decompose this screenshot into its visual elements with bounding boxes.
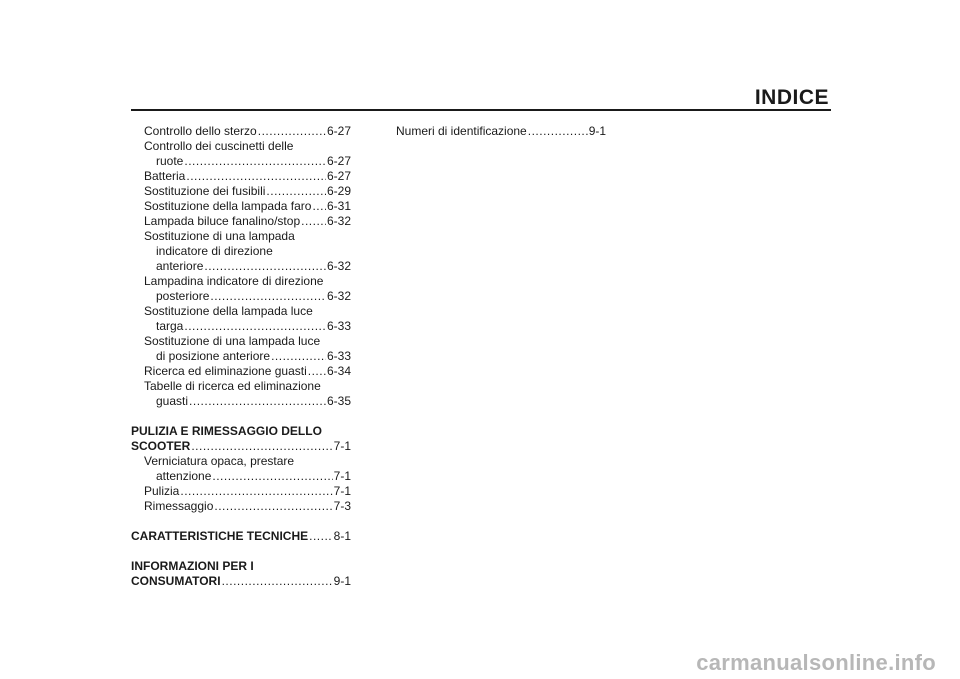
toc-page-number: 6-27 xyxy=(326,124,351,138)
toc-entry[interactable] xyxy=(131,124,351,139)
dot-leader xyxy=(312,199,326,214)
toc-page-number: 6-32 xyxy=(326,214,351,228)
toc-entry[interactable] xyxy=(131,454,351,484)
toc-entry-row xyxy=(144,319,351,334)
dot-leader xyxy=(266,184,326,199)
dot-leader xyxy=(191,439,332,454)
toc-entry-line: SCOOTER xyxy=(131,439,191,453)
dot-leader xyxy=(214,499,332,514)
toc-entry-line: Sostituzione della lampada faro xyxy=(144,199,312,213)
dot-leader xyxy=(258,124,326,139)
toc-entry-line: posteriore xyxy=(156,289,210,303)
toc-entry-line: CONSUMATORI xyxy=(131,574,221,588)
toc-entry[interactable] xyxy=(131,229,351,274)
toc-page-number: 7-3 xyxy=(333,499,351,513)
toc-entry[interactable] xyxy=(131,184,351,199)
toc-entry-line: Controllo dei cuscinetti delle xyxy=(144,139,294,153)
toc-entry-row xyxy=(144,199,351,214)
toc-entry-line: Sostituzione dei fusibili xyxy=(144,184,266,198)
dot-leader xyxy=(186,169,326,184)
toc-entry-row xyxy=(144,259,351,274)
dot-leader xyxy=(184,154,326,169)
section-gap xyxy=(131,544,351,559)
toc-page-number: 7-1 xyxy=(333,439,351,453)
toc-entry-line: guasti xyxy=(156,394,189,408)
dot-leader xyxy=(308,364,326,379)
toc-page-number: 6-32 xyxy=(326,259,351,273)
toc-entry[interactable] xyxy=(131,304,351,334)
toc-entry-row xyxy=(144,394,351,409)
toc-entry[interactable] xyxy=(131,199,351,214)
toc-page-number: 6-35 xyxy=(326,394,351,408)
toc-page-number: 6-31 xyxy=(326,199,351,213)
toc-entry-line: anteriore xyxy=(156,259,204,273)
toc-page-number: 6-27 xyxy=(326,169,351,183)
toc-left-column xyxy=(131,124,351,589)
toc-entry[interactable] xyxy=(131,334,351,364)
toc-page-number: 6-34 xyxy=(326,364,351,378)
toc-entry-line: Sostituzione di una lampada xyxy=(144,229,295,243)
toc-right-column xyxy=(383,124,607,139)
toc-entry[interactable] xyxy=(131,379,351,409)
toc-section-entry[interactable] xyxy=(131,424,351,454)
toc-entry-row xyxy=(144,214,351,229)
toc-entry[interactable] xyxy=(131,499,351,514)
toc-entry-line: CARATTERISTICHE TECNICHE xyxy=(131,529,309,543)
toc-entry-row xyxy=(144,289,351,304)
toc-entry-line: Verniciatura opaca, prestare xyxy=(144,454,295,468)
toc-page-number: 6-27 xyxy=(326,154,351,168)
dot-leader xyxy=(180,484,332,499)
dot-leader xyxy=(204,259,326,274)
toc-page-number: 7-1 xyxy=(333,469,351,483)
toc-entry-line: Lampada biluce fanalino/stop xyxy=(144,214,301,228)
watermark: carmanualsonline.info xyxy=(696,650,936,675)
toc-entry-line: Numeri di identificazione xyxy=(396,124,527,138)
toc-entry[interactable] xyxy=(131,139,351,169)
toc-entry-row xyxy=(144,364,351,379)
toc-entry-row xyxy=(144,169,351,184)
toc-entry-row xyxy=(131,529,351,544)
toc-entry[interactable] xyxy=(131,274,351,304)
dot-leader xyxy=(309,529,333,544)
toc-entry[interactable] xyxy=(131,169,351,184)
toc-entry-row xyxy=(144,154,351,169)
toc-entry-line: Ricerca ed eliminazione guasti xyxy=(144,364,307,378)
toc-entry-line: Pulizia xyxy=(144,484,180,498)
header-rule xyxy=(131,109,831,111)
toc-entry-row xyxy=(144,184,351,199)
toc-entry-line: Batteria xyxy=(144,169,186,183)
dot-leader xyxy=(184,319,326,334)
toc-entry-line: attenzione xyxy=(156,469,212,483)
dot-leader xyxy=(189,394,326,409)
toc-entry-line: Lampadina indicatore di direzione xyxy=(144,274,324,288)
toc-page-number: 6-33 xyxy=(326,319,351,333)
dot-leader xyxy=(212,469,332,484)
toc-entry-line: PULIZIA E RIMESSAGGIO DELLO xyxy=(131,424,322,438)
toc-section-entry[interactable] xyxy=(131,559,351,589)
dot-leader xyxy=(222,574,333,589)
toc-entry-row xyxy=(144,484,351,499)
toc-page-number: 9-1 xyxy=(588,124,607,138)
toc-entry[interactable] xyxy=(131,364,351,379)
toc-entry-row xyxy=(396,124,607,139)
toc-entry-line: targa xyxy=(156,319,184,333)
toc-entry-line: di posizione anteriore xyxy=(156,349,271,363)
toc-page-number: 6-29 xyxy=(326,184,351,198)
toc-page-number: 8-1 xyxy=(333,529,351,543)
toc-page-number: 7-1 xyxy=(333,484,351,498)
toc-entry-line: Rimessaggio xyxy=(144,499,214,513)
toc-page-number: 6-32 xyxy=(326,289,351,303)
toc-entry-line: Controllo dello sterzo xyxy=(144,124,257,138)
toc-section-entry[interactable] xyxy=(131,529,351,544)
toc-entry[interactable] xyxy=(131,214,351,229)
toc-entry-row xyxy=(144,124,351,139)
toc-entry-line: Sostituzione di una lampada luce xyxy=(144,334,321,348)
toc-entry-line: Tabelle di ricerca ed eliminazione xyxy=(144,379,321,393)
toc-entry-row xyxy=(144,469,351,484)
dot-leader xyxy=(271,349,326,364)
dot-leader xyxy=(301,214,326,229)
toc-entry[interactable] xyxy=(383,124,607,139)
toc-entry-row xyxy=(144,499,351,514)
toc-entry-line: Sostituzione della lampada luce xyxy=(144,304,313,318)
toc-entry[interactable] xyxy=(131,484,351,499)
toc-entry-row xyxy=(144,349,351,364)
toc-entry-row xyxy=(131,439,351,454)
dot-leader xyxy=(210,289,326,304)
toc-entry-line: indicatore di direzione xyxy=(156,244,273,258)
page-title: INDICE xyxy=(754,86,829,109)
dot-leader xyxy=(528,124,588,139)
toc-entry-row xyxy=(131,574,351,589)
toc-page-number: 9-1 xyxy=(333,574,351,588)
toc-entry-line: ruote xyxy=(156,154,184,168)
section-gap xyxy=(131,514,351,529)
toc-entry-line: INFORMAZIONI PER I xyxy=(131,559,254,573)
toc-page-number: 6-33 xyxy=(326,349,351,363)
section-gap xyxy=(131,409,351,424)
